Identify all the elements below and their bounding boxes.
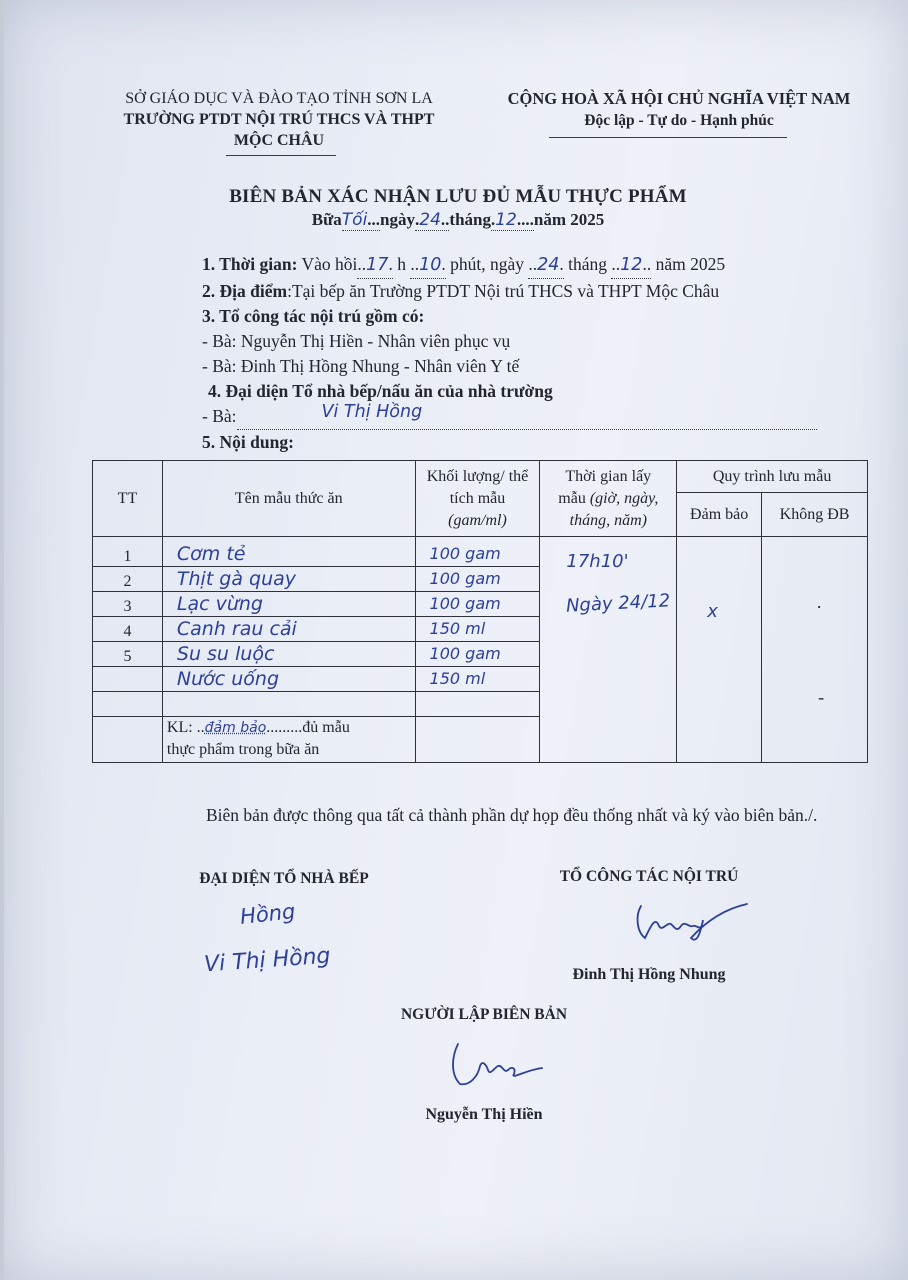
boarding-signature-icon	[629, 898, 759, 948]
row-tt: 2	[93, 567, 163, 592]
header-right-underline	[549, 137, 787, 138]
conclusion-cell	[162, 717, 415, 763]
time-minute-day-label: phút, ngày	[450, 254, 524, 274]
time-minute: 10	[419, 255, 442, 275]
conclusion-suffix: .........đủ mẫu	[266, 719, 350, 736]
kitchen-rep-name: Vi Thị Hồng	[321, 402, 423, 422]
document-subtitle: BữaTối...ngày.24..tháng.12....năm 2025	[311, 210, 605, 230]
col-header-weight-line3: (gam/ml)	[448, 511, 507, 529]
conclusion-value: đảm bảo	[204, 720, 267, 736]
section-team-label: 3. Tổ công tác nội trú gồm có:	[202, 306, 425, 326]
school-name-line1: TRƯỜNG PTDT NỘI TRÚ THCS VÀ THPT	[123, 111, 435, 128]
col-header-process: Quy trình lưu mẫu	[677, 461, 868, 493]
process-notok-mark-1: ·	[816, 597, 823, 617]
time-h-unit: h	[397, 254, 406, 274]
col-header-weight-line1: Khối lượng/ thể	[426, 467, 529, 485]
process-ok-cell	[677, 537, 762, 763]
team-member-2: - Bà: Đinh Thị Hồng Nhung - Nhân viên Y tế	[202, 356, 520, 376]
kitchen-signature-short: Hồng	[238, 899, 297, 929]
department-name: SỞ GIÁO DỤC VÀ ĐÀO TẠO TỈNH SƠN LA	[125, 90, 433, 107]
nation-motto: Độc lập - Tự do - Hạnh phúc	[584, 112, 774, 129]
row-food-name	[162, 692, 415, 717]
meal-value: Tối	[341, 210, 368, 230]
col-header-ok: Đảm bảo	[677, 493, 762, 537]
preparer-name: Nguyễn Thị Hiền	[425, 1106, 543, 1123]
row-weight	[415, 717, 540, 763]
kitchen-rep-prefix: - Bà:	[202, 406, 237, 426]
row-weight: 100 gam	[415, 592, 540, 617]
row-food-name: Lạc vừng	[162, 592, 415, 617]
kitchen-signature-full: Vi Thị Hồng	[203, 943, 332, 978]
row-weight: 150 ml	[415, 667, 540, 692]
section-time: 1. Thời gian: Vào hồi..17. h ..10. phút, ngày ..24. tháng ..12.. năm 2025	[202, 252, 872, 279]
conclusion-line2: thực phẩm trong bữa ăn	[166, 741, 320, 758]
process-notok-cell	[762, 537, 868, 763]
row-food-name: Nước uống	[162, 667, 415, 692]
body-sections	[202, 252, 872, 430]
col-header-weight-line2: tích mẫu	[449, 489, 506, 507]
section-time-label: 1. Thời gian:	[202, 254, 298, 274]
row-tt: 4	[93, 617, 163, 642]
col-header-weight	[415, 461, 540, 537]
kitchen-rep-title: ĐẠI DIỆN TỔ NHÀ BẾP	[199, 870, 369, 887]
header-left	[94, 88, 464, 151]
meal-label: Bữa	[311, 210, 342, 229]
section-time-prefix: Vào hồi	[301, 254, 358, 274]
row-tt: 5	[93, 642, 163, 667]
conclusion-prefix: KL: ..	[166, 719, 205, 736]
preparer-signature-icon	[434, 1040, 554, 1092]
section-location-label: 2. Địa điểm	[202, 281, 288, 301]
row-food-name: Cơm tẻ	[162, 537, 415, 567]
row-food-name: Canh rau cải	[162, 617, 415, 642]
col-header-time	[540, 461, 677, 537]
row-food-name: Thịt gà quay	[162, 567, 415, 592]
food-sample-table	[92, 460, 868, 763]
section-location	[202, 279, 872, 304]
time-day: 24	[537, 255, 560, 275]
month-label: tháng	[449, 210, 491, 229]
section-content-label: 5. Nội dung:	[202, 432, 294, 452]
row-weight	[415, 692, 540, 717]
row-tt	[93, 717, 163, 763]
preparer-title: NGƯỜI LẬP BIÊN BẢN	[400, 1006, 568, 1023]
time-month: 12	[620, 255, 643, 275]
nation-name: CỘNG HOÀ XÃ HỘI CHỦ NGHĨA VIỆT NAM	[507, 89, 851, 108]
col-header-time-line3: tháng, năm)	[569, 511, 647, 529]
day-label: ngày	[380, 210, 416, 229]
sample-time-date: Ngày 24/12	[565, 590, 672, 617]
document-sheet	[4, 0, 908, 1280]
closing-statement: Biên bản được thông qua tất cả thành phần dự họp đều thống nhất và ký vào biên bản./.	[206, 805, 818, 825]
process-notok-mark-2: -	[818, 687, 825, 707]
school-name-line2: MỘC CHÂU	[233, 132, 325, 149]
row-weight: 150 ml	[415, 617, 540, 642]
time-year: năm 2025	[655, 254, 726, 274]
document-title: BIÊN BẢN XÁC NHẬN LƯU ĐỦ MẪU THỰC PHẨM	[229, 186, 687, 207]
section-kitchen-label: 4. Đại diện Tổ nhà bếp/nấu ăn của nhà trường	[208, 381, 553, 401]
month-value: 12	[495, 210, 517, 230]
row-weight: 100 gam	[415, 567, 540, 592]
col-header-notok: Không ĐB	[762, 493, 868, 537]
row-tt	[93, 692, 163, 717]
sample-time-cell	[540, 537, 677, 763]
section-location-text: :Tại bếp ăn Trường PTDT Nội trú THCS và THPT Mộc Châu	[287, 281, 720, 301]
col-header-name: Tên mẫu thức ăn	[162, 461, 415, 537]
team-member-1: - Bà: Nguyễn Thị Hiền - Nhân viên phục vụ	[202, 331, 511, 351]
row-food-name: Su su luộc	[162, 642, 415, 667]
boarding-signer-name: Đinh Thị Hồng Nhung	[572, 966, 726, 983]
row-tt	[93, 667, 163, 692]
year-text: năm 2025	[533, 210, 605, 229]
process-ok-mark: x	[707, 601, 718, 622]
boarding-team-title: TỔ CÔNG TÁC NỘI TRÚ	[559, 868, 739, 885]
col-header-time-line1: Thời gian lấy	[565, 467, 652, 485]
header-left-underline	[226, 155, 336, 156]
col-header-time-line2a: mẫu	[558, 489, 586, 507]
row-tt: 1	[93, 537, 163, 567]
time-month-label: tháng	[568, 254, 608, 274]
col-header-time-line2b: (giờ, ngày,	[589, 489, 659, 507]
row-weight: 100 gam	[415, 642, 540, 667]
kitchen-rep-line	[202, 404, 872, 430]
day-value: 24	[419, 210, 441, 230]
sample-time-hour: 17h10'	[566, 551, 629, 572]
time-hour: 17	[366, 255, 389, 275]
col-header-tt: TT	[93, 461, 163, 537]
row-tt: 3	[93, 592, 163, 617]
row-weight: 100 gam	[415, 537, 540, 567]
header-right	[474, 88, 884, 132]
